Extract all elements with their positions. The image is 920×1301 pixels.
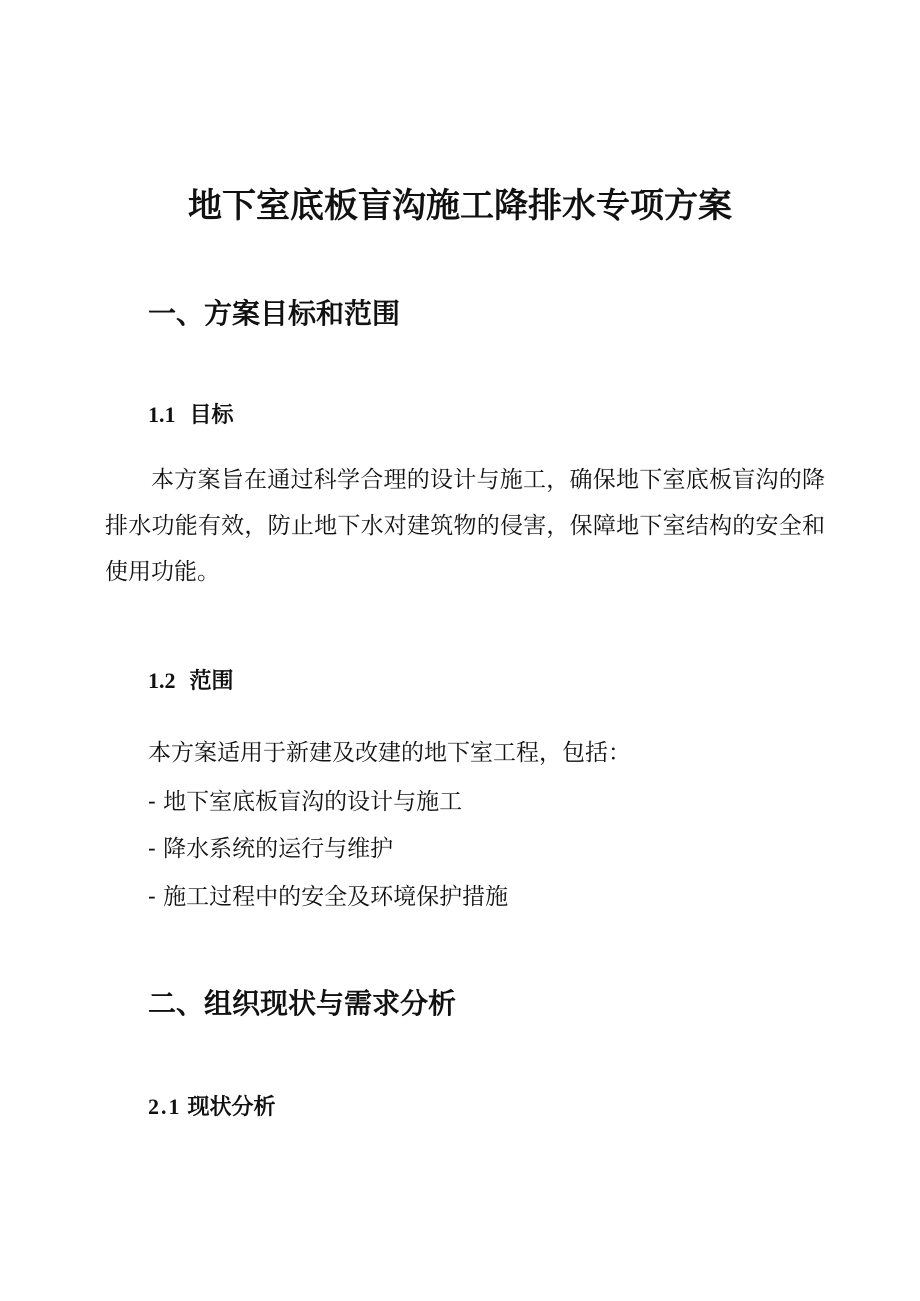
- subsection-1-2-heading: [148, 664, 234, 695]
- subsection-1-1-label: 目标: [189, 402, 234, 428]
- subsection-1-2-number: 1.2: [148, 668, 176, 693]
- list-item: - 降水系统的运行与维护: [148, 836, 394, 862]
- list-item: - 地下室底板盲沟的设计与施工: [148, 789, 463, 815]
- list-item: - 施工过程中的安全及环境保护措施: [148, 884, 509, 910]
- subsection-2-1-number: 2.1: [148, 1094, 182, 1119]
- subsection-1-2-label: 范围: [189, 668, 234, 694]
- subsection-1-1-body: 本方案旨在通过科学合理的设计与施工，确保地下室底板盲沟的降排水功能有效，防止地下水对建筑物的侵害，保障地下室结构的安全和使用功能。: [105, 467, 825, 585]
- subsection-2-1-label: 现状分析: [187, 1094, 276, 1120]
- subsection-1-2-intro: 本方案适用于新建及改建的地下室工程，包括：: [148, 740, 631, 766]
- section-2-heading: 二、组织现状与需求分析: [148, 987, 457, 1020]
- subsection-1-1-number: 1.1: [148, 402, 176, 427]
- subsection-1-1-heading: [148, 398, 234, 429]
- subsection-2-1-heading: [148, 1090, 276, 1121]
- document-title: 地下室底板盲沟施工降排水专项方案: [188, 186, 732, 226]
- section-1-heading: 一、方案目标和范围: [148, 297, 401, 330]
